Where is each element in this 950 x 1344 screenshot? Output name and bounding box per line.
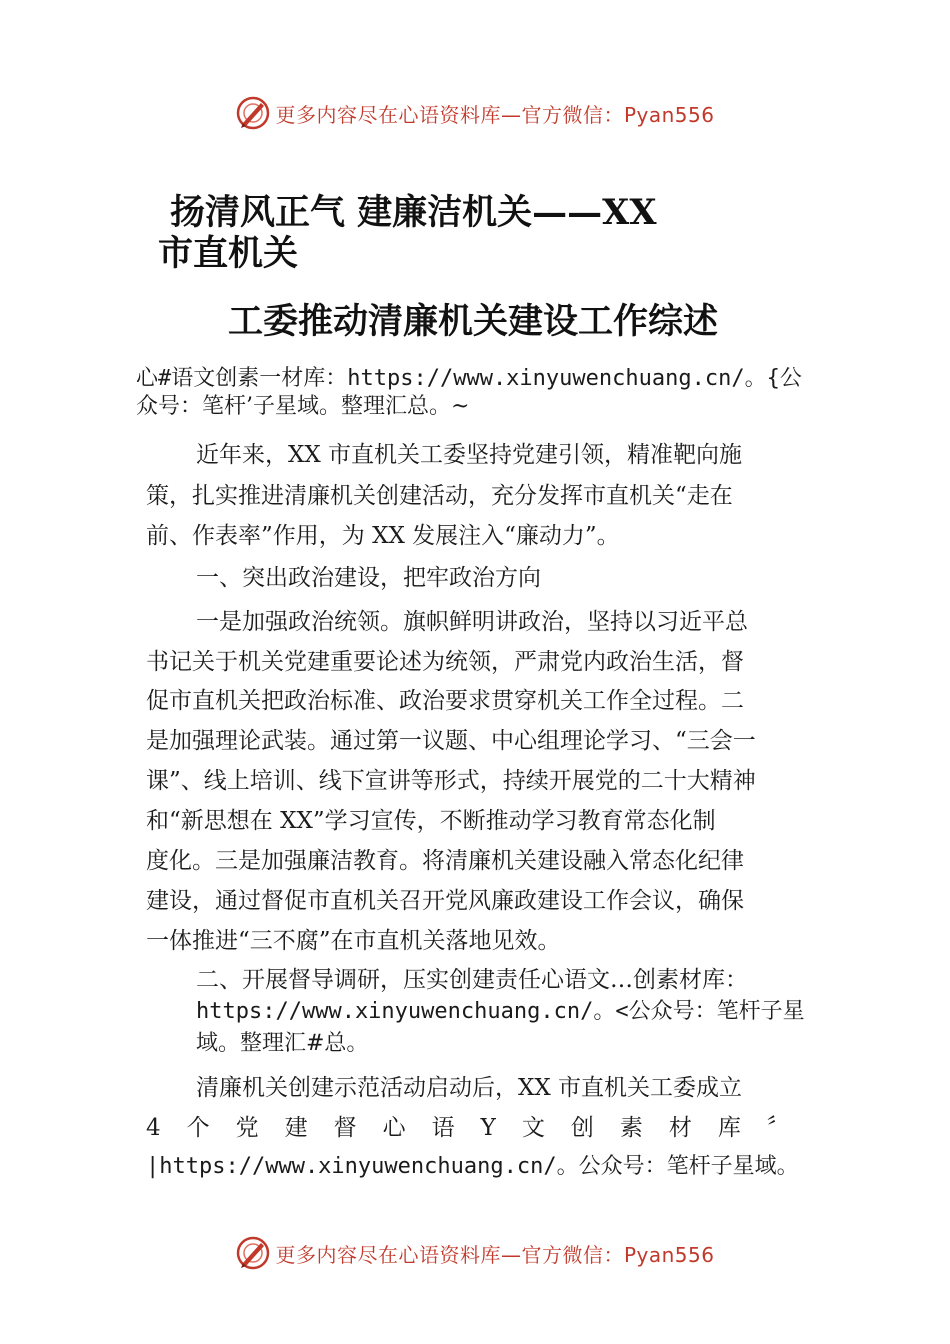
header-watermark-banner <box>0 93 950 133</box>
paragraph-line: 清廉机关创建示范活动启动后，XX 市直机关工委成立 <box>196 1075 743 1101</box>
paragraph-line: 建设，通过督促市直机关召开党风廉政建设工作会议，确保 <box>146 888 744 914</box>
title-line-1: 扬清风正气 建廉洁机关——XX <box>170 192 657 233</box>
paragraph-line: 书记关于机关党建重要论述为统领，严肃党内政治生活，督 <box>146 649 744 675</box>
watermark-line: |https://www.xinyuwenchuang.cn/。公众号：笔杆子星域。 <box>146 1154 799 1179</box>
section-heading: 一、突出政治建设，把牢政治方向 <box>196 565 541 591</box>
watermark-line: 心#语文创素一材库：https://www.xinyuwenchuang.cn/。{公 <box>136 366 802 391</box>
paragraph-line: 课”、线上培训、线下宣讲等形式，持续开展党的二十大精神 <box>146 768 756 794</box>
watermark-line: 众号：笔杆’子星域。整理汇总。~ <box>136 394 470 419</box>
section-heading: 二、开展督导调研，压实创建责任心语文…创素材库： <box>196 967 748 993</box>
paragraph-line: 一体推进“三不腐”在市直机关落地见效。 <box>146 928 561 954</box>
paragraph-line: 一是加强政治统领。旗帜鲜明讲政治，坚持以习近平总 <box>196 609 748 635</box>
paragraph-line: 4个党建督心语Y文创素材库〞 <box>146 1115 816 1141</box>
banner-text: 更多内容尽在心语资料库—官方微信：Pyan556 <box>275 102 715 127</box>
pen-logo-icon <box>235 1235 271 1271</box>
banner-text: 更多内容尽在心语资料库—官方微信：Pyan556 <box>275 1242 715 1267</box>
title-line-2: 市直机关 <box>158 233 299 274</box>
watermark-line: https://www.xinyuwenchuang.cn/。<公众号：笔杆子星 <box>196 999 805 1024</box>
paragraph-line: 度化。三是加强廉洁教育。将清廉机关建设融入常态化纪律 <box>146 848 744 874</box>
paragraph-line: 策，扎实推进清廉机关创建活动，充分发挥市直机关“走在 <box>146 483 733 509</box>
paragraph-line: 是加强理论武装。通过第一议题、中心组理论学习、“三会一 <box>146 728 756 754</box>
title-line-3: 工委推动清廉机关建设工作综述 <box>228 301 719 342</box>
paragraph-line: 促市直机关把政治标准、政治要求贯穿机关工作全过程。二 <box>146 688 744 714</box>
paragraph-line: 前、作表率”作用，为 XX 发展注入“廉动力”。 <box>146 523 620 549</box>
footer-watermark-banner <box>0 1233 950 1273</box>
paragraph-line: 近年来，XX 市直机关工委坚持党建引领，精准靶向施 <box>196 442 743 468</box>
paragraph-line: 和“新思想在 XX”学习宣传，不断推动学习教育常态化制 <box>146 808 716 834</box>
watermark-line: 域。整理汇#总。 <box>196 1031 369 1056</box>
pen-logo-icon <box>235 95 271 131</box>
